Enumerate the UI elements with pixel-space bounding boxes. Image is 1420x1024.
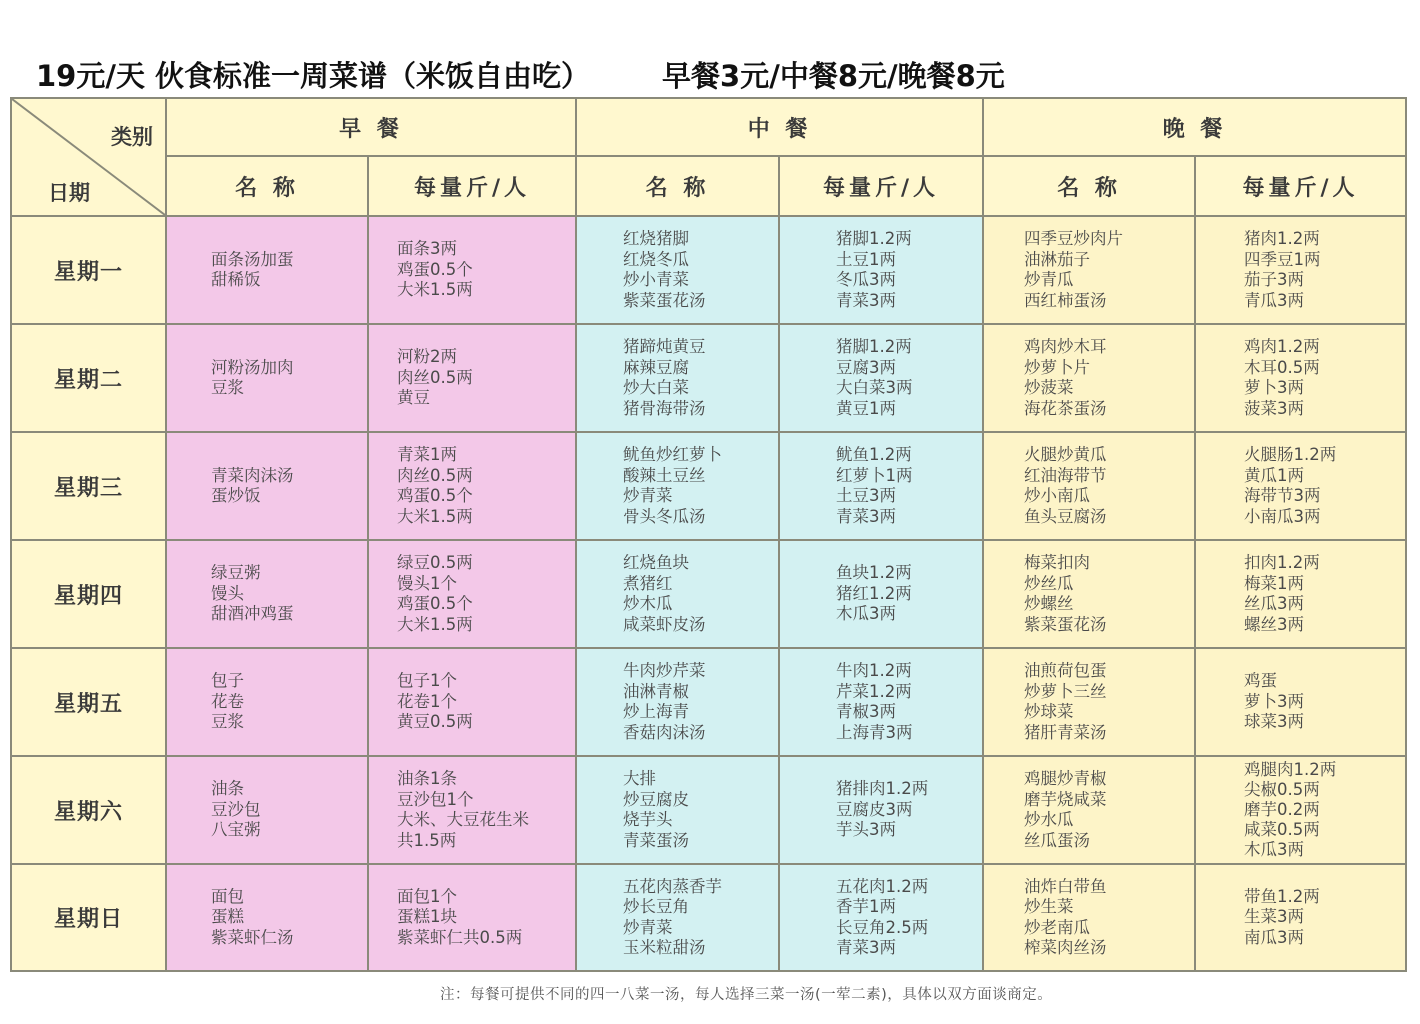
dinner-quantities: 鸡肉1.2两 木耳0.5两 萝卜3两 菠菜3两	[1195, 324, 1406, 432]
day-row	[11, 324, 1406, 432]
breakfast-quantities: 面条3两 鸡蛋0.5个 大米1.5两	[368, 216, 576, 324]
corner-category-label: 类别	[111, 125, 153, 149]
breakfast-quantities: 绿豆0.5两 馒头1个 鸡蛋0.5个 大米1.5两	[368, 540, 576, 648]
day-label: 星期六	[11, 756, 166, 864]
dinner-quantities: 扣肉1.2两 梅菜1两 丝瓜3两 螺丝3两	[1195, 540, 1406, 648]
lunch-dishes: 牛肉炒芹菜 油淋青椒 炒上海青 香菇肉沫汤	[576, 648, 779, 756]
corner-date-label: 日期	[48, 181, 90, 205]
lunch-quantities: 鱿鱼1.2两 红萝卜1两 土豆3两 青菜3两	[779, 432, 983, 540]
day-label: 星期四	[11, 540, 166, 648]
lunch-dishes: 猪蹄炖黄豆 麻辣豆腐 炒大白菜 猪骨海带汤	[576, 324, 779, 432]
day-row	[11, 432, 1406, 540]
dinner-dishes: 鸡腿炒青椒 磨芋烧咸菜 炒水瓜 丝瓜蛋汤	[983, 756, 1195, 864]
lunch-quantities: 牛肉1.2两 芹菜1.2两 青椒3两 上海青3两	[779, 648, 983, 756]
lunch-qty-header: 每量斤/人	[779, 156, 983, 216]
breakfast-dishes: 包子 花卷 豆浆	[166, 648, 368, 756]
dinner-qty-header: 每量斤/人	[1195, 156, 1406, 216]
breakfast-dishes: 面条汤加蛋 甜稀饭	[166, 216, 368, 324]
breakfast-quantities: 面包1个 蛋糕1块 紫菜虾仁共0.5两	[368, 864, 576, 971]
page-title: 19元/天 伙食标准一周菜谱（米饭自由吃）	[36, 58, 591, 93]
breakfast-dishes: 油条 豆沙包 八宝粥	[166, 756, 368, 864]
subheader-row	[11, 156, 1406, 216]
day-label: 星期三	[11, 432, 166, 540]
lunch-dishes: 红烧猪脚 红烧冬瓜 炒小青菜 紫菜蛋花汤	[576, 216, 779, 324]
lunch-header: 中 餐	[576, 98, 983, 156]
dinner-dishes: 梅菜扣肉 炒丝瓜 炒螺丝 紫菜蛋花汤	[983, 540, 1195, 648]
price-info: 早餐3元/中餐8元/晚餐8元	[662, 58, 1005, 93]
day-row	[11, 216, 1406, 324]
breakfast-dishes: 河粉汤加肉 豆浆	[166, 324, 368, 432]
breakfast-quantities: 包子1个 花卷1个 黄豆0.5两	[368, 648, 576, 756]
dinner-name-header: 名 称	[983, 156, 1195, 216]
breakfast-dishes: 绿豆粥 馒头 甜酒冲鸡蛋	[166, 540, 368, 648]
lunch-quantities: 五花肉1.2两 香芋1两 长豆角2.5两 青菜3两	[779, 864, 983, 971]
breakfast-qty-header: 每量斤/人	[368, 156, 576, 216]
day-row	[11, 648, 1406, 756]
lunch-quantities: 猪脚1.2两 土豆1两 冬瓜3两 青菜3两	[779, 216, 983, 324]
dinner-quantities: 鸡蛋 萝卜3两 球菜3两	[1195, 648, 1406, 756]
lunch-quantities: 猪排肉1.2两 豆腐皮3两 芋头3两	[779, 756, 983, 864]
dinner-dishes: 油煎荷包蛋 炒萝卜三丝 炒球菜 猪肝青菜汤	[983, 648, 1195, 756]
lunch-dishes: 红烧鱼块 煮猪红 炒木瓜 咸菜虾皮汤	[576, 540, 779, 648]
dinner-dishes: 四季豆炒肉片 油淋茄子 炒青瓜 西红柿蛋汤	[983, 216, 1195, 324]
breakfast-quantities: 青菜1两 肉丝0.5两 鸡蛋0.5个 大米1.5两	[368, 432, 576, 540]
dinner-quantities: 带鱼1.2两 生菜3两 南瓜3两	[1195, 864, 1406, 971]
day-label: 星期五	[11, 648, 166, 756]
day-label: 星期日	[11, 864, 166, 971]
dinner-quantities: 猪肉1.2两 四季豆1两 茄子3两 青瓜3两	[1195, 216, 1406, 324]
breakfast-dishes: 面包 蛋糕 紫菜虾仁汤	[166, 864, 368, 971]
dinner-quantities: 鸡腿肉1.2两 尖椒0.5两 磨芋0.2两 咸菜0.5两 木瓜3两	[1195, 756, 1406, 864]
lunch-quantities: 猪脚1.2两 豆腐3两 大白菜3两 黄豆1两	[779, 324, 983, 432]
breakfast-quantities: 油条1条 豆沙包1个 大米、大豆花生米 共1.5两	[368, 756, 576, 864]
breakfast-header: 早 餐	[166, 98, 576, 156]
dinner-dishes: 鸡肉炒木耳 炒萝卜片 炒菠菜 海花茶蛋汤	[983, 324, 1195, 432]
dinner-dishes: 火腿炒黄瓜 红油海带节 炒小南瓜 鱼头豆腐汤	[983, 432, 1195, 540]
day-row	[11, 756, 1406, 864]
lunch-name-header: 名 称	[576, 156, 779, 216]
lunch-dishes: 五花肉蒸香芋 炒长豆角 炒青菜 玉米粒甜汤	[576, 864, 779, 971]
dinner-header: 晚 餐	[983, 98, 1406, 156]
weekly-menu-table	[10, 97, 1407, 972]
dinner-quantities: 火腿肠1.2两 黄瓜1两 海带节3两 小南瓜3两	[1195, 432, 1406, 540]
dinner-dishes: 油炸白带鱼 炒生菜 炒老南瓜 榨菜肉丝汤	[983, 864, 1195, 971]
lunch-quantities: 鱼块1.2两 猪红1.2两 木瓜3两	[779, 540, 983, 648]
breakfast-name-header: 名 称	[166, 156, 368, 216]
breakfast-quantities: 河粉2两 肉丝0.5两 黄豆	[368, 324, 576, 432]
breakfast-dishes: 青菜肉沫汤 蛋炒饭	[166, 432, 368, 540]
lunch-dishes: 大排 炒豆腐皮 烧芋头 青菜蛋汤	[576, 756, 779, 864]
day-label: 星期一	[11, 216, 166, 324]
lunch-dishes: 鱿鱼炒红萝卜 酸辣土豆丝 炒青菜 骨头冬瓜汤	[576, 432, 779, 540]
corner-header-cell	[11, 98, 166, 216]
footnote: 注：每餐可提供不同的四一八菜一汤，每人选择三菜一汤(一荤二素)，具体以双方面谈商定。	[440, 987, 1053, 1003]
day-row	[11, 864, 1406, 971]
meal-header-row	[11, 98, 1406, 156]
page-title-row	[36, 52, 1005, 96]
day-label: 星期二	[11, 324, 166, 432]
day-row	[11, 540, 1406, 648]
